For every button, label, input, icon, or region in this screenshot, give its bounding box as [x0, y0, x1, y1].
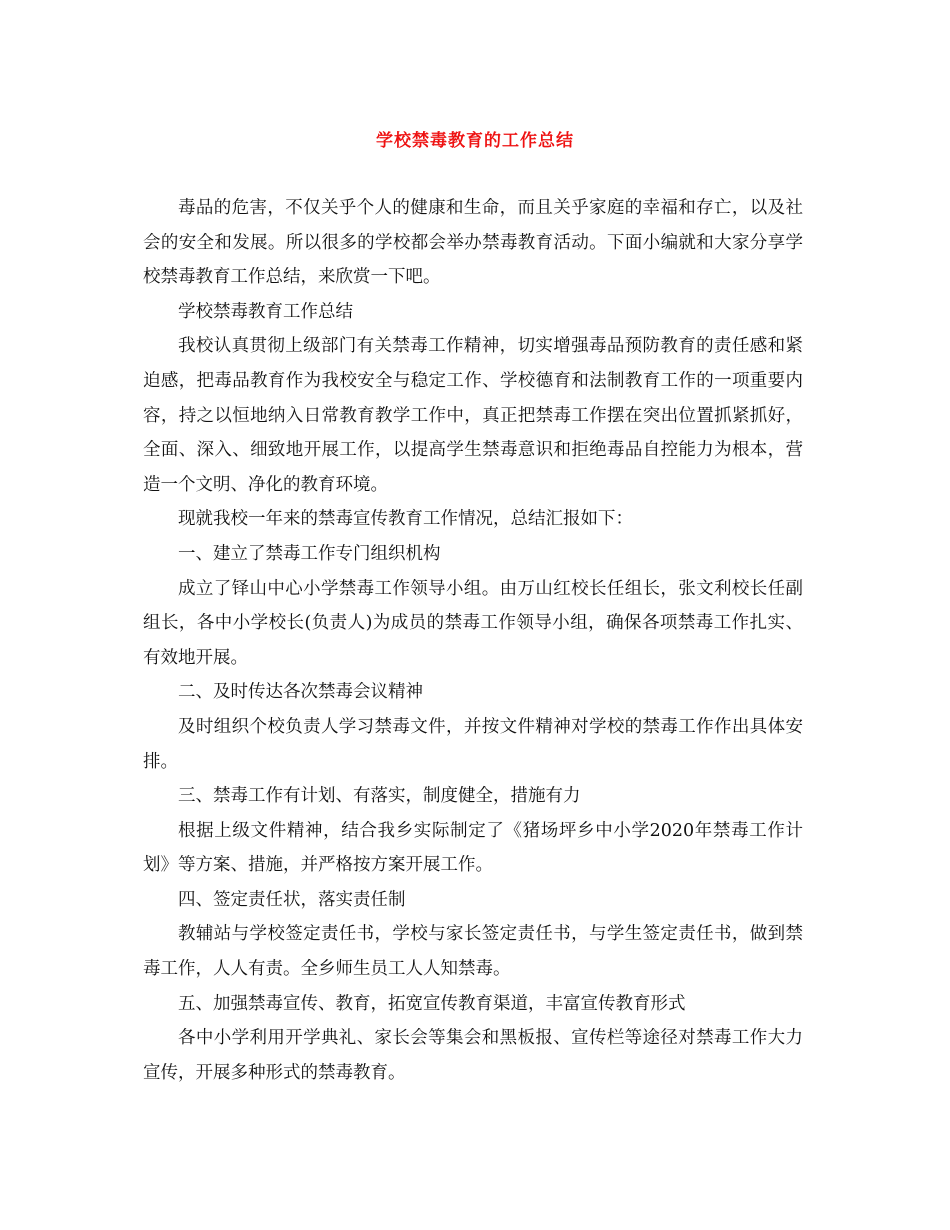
paragraph-overview: 我校认真贯彻上级部门有关禁毒工作精神，切实增强毒品预防教育的责任感和紧迫感，把毒品教育作为我校安全与稳定工作、学校德育和法制教育工作的一项重要内容，持之以恒地纳入日常教育教学工作中，真正把禁毒工作摆在突出位置抓紧抓好，全面、深入、细致地开展工作，以提高学生禁毒意识和拒绝毒品自控能力为根本，营造一个文明、净化的教育环境。 [143, 336, 803, 495]
section-body-5: 各中小学利用开学典礼、家长会等集会和黑板报、宣传栏等途径对禁毒工作大力宣传，开展多种形式的禁毒教育。 [143, 1028, 803, 1083]
section-heading-2: 二、及时传达各次禁毒会议精神 [178, 682, 423, 703]
section-heading-5: 五、加强禁毒宣传、教育，拓宽宣传教育渠道，丰富宣传教育形式 [178, 993, 686, 1014]
paragraph-summary-lead: 现就我校一年来的禁毒宣传教育工作情况，总结汇报如下： [178, 509, 633, 530]
paragraph-intro: 毒品的危害，不仅关乎个人的健康和生命，而且关乎家庭的幸福和存亡，以及社会的安全和发展。所以很多的学校都会举办禁毒教育活动。下面小编就和大家分享学校禁毒教育工作总结，来欣赏一下吧。 [143, 198, 803, 288]
paragraph-subtitle: 学校禁毒教育工作总结 [178, 301, 353, 322]
section-body-2: 及时组织个校负责人学习禁毒文件，并按文件精神对学校的禁毒工作作出具体安排。 [143, 716, 803, 772]
section-body-1: 成立了铎山中心小学禁毒工作领导小组。由万山红校长任组长，张文利校长任副组长，各中小学校长(负责人)为成员的禁毒工作领导小组，确保各项禁毒工作扎实、有效地开展。 [143, 578, 803, 668]
section-body-4: 教辅站与学校签定责任书，学校与家长签定责任书，与学生签定责任书，做到禁毒工作，人人有责。全乡师生员工人人知禁毒。 [143, 924, 803, 980]
section-heading-1: 一、建立了禁毒工作专门组织机构 [178, 543, 441, 564]
section-body-3: 根据上级文件精神，结合我乡实际制定了《猪场坪乡中小学2020年禁毒工作计划》等方案、措施，并严格按方案开展工作。 [143, 820, 803, 876]
section-heading-3: 三、禁毒工作有计划、有落实，制度健全，措施有力 [178, 786, 581, 807]
section-heading-4: 四、签定责任状，落实责任制 [178, 889, 406, 910]
document-title: 学校禁毒教育的工作总结 [376, 131, 574, 151]
document-body [143, 191, 803, 1090]
